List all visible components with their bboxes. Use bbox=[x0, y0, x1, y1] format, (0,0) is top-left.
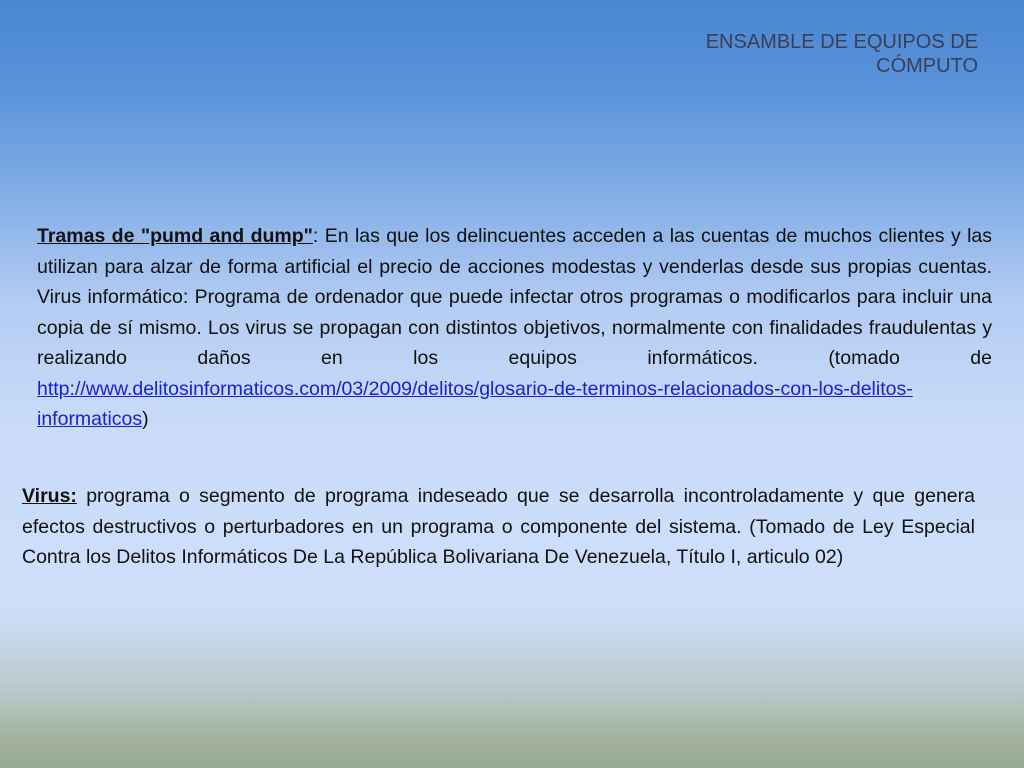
paragraph-pump-and-dump bbox=[37, 221, 992, 435]
term-virus: Virus: bbox=[22, 485, 77, 507]
paragraph-closing-paren: ) bbox=[142, 408, 149, 430]
paragraph-virus bbox=[22, 481, 975, 573]
term-pump-and-dump: Tramas de "pumd and dump" bbox=[37, 225, 313, 247]
paragraph-virus-body: programa o segmento de programa indeseado que se desarrolla incontroladamente y que genera efectos destructivos o perturbadores en un programa o componente del sistema. (Tomado de Ley Especial Contra los Delitos Informáticos De La República Bolivariana De Venezuela, Título I, articulo 02) bbox=[22, 485, 975, 568]
paragraph-pump-and-dump-body: : En las que los delincuentes acceden a las cuentas de muchos clientes y las utilizan para alzar de forma artificial el precio de acciones modestas y venderlas desde sus propias cuentas. Virus informático: Programa de ordenador que puede infectar otros programas o modificarlos para incluir una copia de sí mismo. Los virus se propagan con distintos objetivos, normalmente con finalidades fraudulentas y realizando daños en los equipos informáticos. (tomado de bbox=[37, 225, 993, 369]
slide-title: ENSAMBLE DE EQUIPOS DE CÓMPUTO bbox=[705, 31, 978, 77]
reference-link[interactable]: http://www.delitosinformaticos.com/03/2009/delitos/glosario-de-terminos-relacionados-con-los-delitos-informaticos bbox=[37, 377, 913, 430]
